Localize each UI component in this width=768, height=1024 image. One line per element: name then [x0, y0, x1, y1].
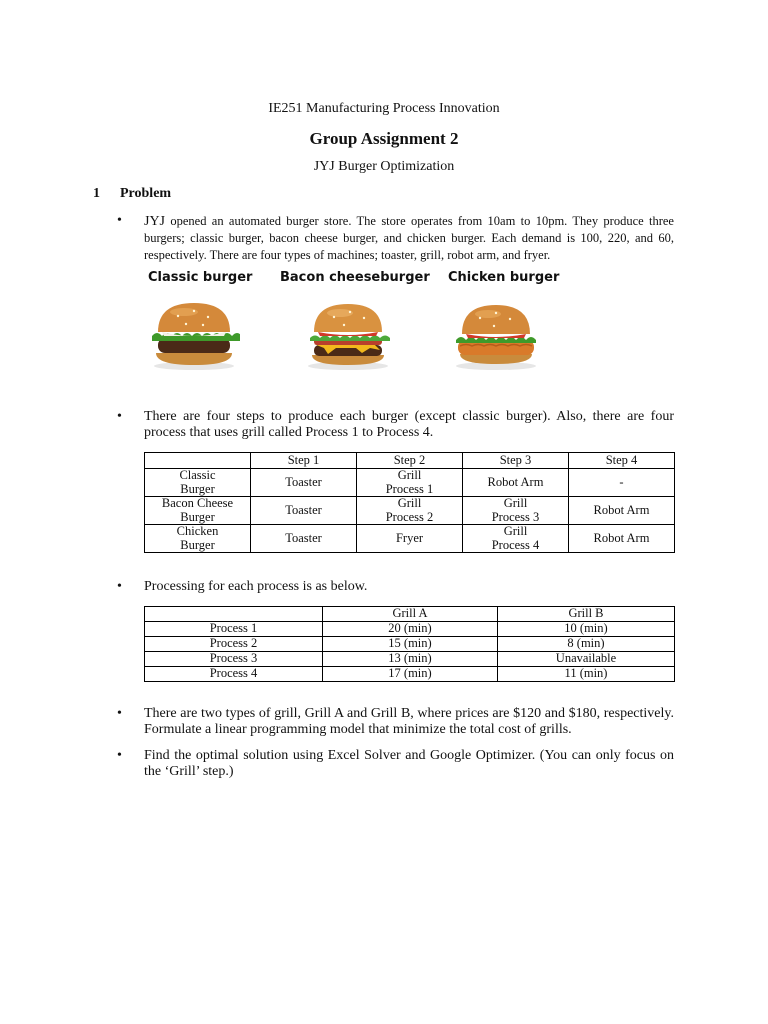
- process-table: [144, 606, 675, 682]
- table-cell: Robot Arm: [463, 469, 569, 497]
- table-row: [145, 469, 675, 497]
- table-cell: 11 (min): [498, 667, 675, 682]
- table-cell: Grill Process 3: [463, 497, 569, 525]
- assignment-title: Group Assignment 2: [309, 129, 459, 148]
- steps-table: [144, 452, 675, 553]
- table-header-cell: [145, 607, 323, 622]
- table-cell: Grill Process 1: [357, 469, 463, 497]
- course-title: IE251 Manufacturing Process Innovation: [268, 101, 500, 116]
- table-header-cell: Step 1: [251, 453, 357, 469]
- burger-caption-classic: Classic burger: [148, 270, 253, 285]
- table-header-cell: Step 2: [357, 453, 463, 469]
- burger-caption-chicken: Chicken burger: [448, 270, 560, 285]
- bullet-dot: •: [117, 748, 122, 763]
- table-row: [145, 667, 675, 682]
- table-cell: Robot Arm: [569, 497, 675, 525]
- table-cell: Unavailable: [498, 652, 675, 667]
- burger-images: [144, 270, 564, 380]
- bullet-lead: JYJ: [144, 214, 166, 229]
- table-cell: Process 4: [145, 667, 323, 682]
- table-header-cell: Grill A: [323, 607, 498, 622]
- bullet-text: opened an automated burger store. The store operates from 10am to 10pm. They produce three burgers; classic burger, bacon cheese burger, and chicken burger. Each demand is 100, 220, and 60, respectively. There are four types of machines; toaster, grill, robot arm, and fryer.: [144, 214, 674, 262]
- table-header-cell: Step 3: [463, 453, 569, 469]
- table-cell: Grill Process 4: [463, 525, 569, 553]
- table-cell: 17 (min): [323, 667, 498, 682]
- table-cell: 15 (min): [323, 637, 498, 652]
- table-header-row: [145, 607, 675, 622]
- table-header-cell: Step 4: [569, 453, 675, 469]
- table-cell: 13 (min): [323, 652, 498, 667]
- table-cell: Robot Arm: [569, 525, 675, 553]
- assignment-subtitle: JYJ Burger Optimization: [313, 159, 455, 174]
- table-cell: 20 (min): [323, 622, 498, 637]
- chicken-burger-image: [450, 300, 542, 372]
- classic-burger-image: [148, 300, 240, 372]
- table-cell-burger: Chicken Burger: [145, 525, 251, 553]
- table-cell: Toaster: [251, 525, 357, 553]
- section-title: Problem: [120, 186, 172, 201]
- table-cell: -: [569, 469, 675, 497]
- table-header-row: [145, 453, 675, 469]
- bullet-intro: [117, 213, 674, 264]
- table-cell: Process 3: [145, 652, 323, 667]
- bullet-text: Processing for each process is as below.: [144, 579, 368, 594]
- section-number: 1: [93, 186, 100, 201]
- bullet-text: There are four steps to produce each burger (except classic burger). Also, there are four process that uses grill called Process 1 to Process 4.: [144, 409, 674, 440]
- bullet-dot: •: [117, 706, 122, 721]
- table-row: [145, 525, 675, 553]
- bullet-dot: •: [117, 579, 122, 594]
- table-cell: Process 1: [145, 622, 323, 637]
- bacon-cheeseburger-image: [302, 300, 394, 372]
- bullet-text: There are two types of grill, Grill A and Grill B, where prices are $120 and $180, respectively. Formulate a linear programming model that minimize the total cost of grills.: [144, 706, 674, 737]
- table-cell-burger: Bacon Cheese Burger: [145, 497, 251, 525]
- table-cell: 8 (min): [498, 637, 675, 652]
- burger-caption-bacon: Bacon cheeseburger: [280, 270, 430, 285]
- table-cell: Process 2: [145, 637, 323, 652]
- table-cell: 10 (min): [498, 622, 675, 637]
- table-cell: Fryer: [357, 525, 463, 553]
- table-row: [145, 497, 675, 525]
- bullet-dot: •: [117, 213, 122, 228]
- table-row: [145, 622, 675, 637]
- bullet-processing: [117, 579, 674, 595]
- table-cell: Toaster: [251, 497, 357, 525]
- bullet-dot: •: [117, 409, 122, 424]
- table-header-cell: [145, 453, 251, 469]
- section-heading: [93, 186, 171, 202]
- table-cell: Toaster: [251, 469, 357, 497]
- bullet-grill-types: [117, 706, 674, 738]
- table-row: [145, 652, 675, 667]
- bullet-optimal-solution: [117, 748, 674, 780]
- table-row: [145, 637, 675, 652]
- table-cell: Grill Process 2: [357, 497, 463, 525]
- table-header-cell: Grill B: [498, 607, 675, 622]
- bullet-text: Find the optimal solution using Excel Solver and Google Optimizer. (You can only focus on the ‘Grill’ step.): [144, 748, 674, 779]
- bullet-steps: [117, 409, 674, 441]
- table-cell-burger: Classic Burger: [145, 469, 251, 497]
